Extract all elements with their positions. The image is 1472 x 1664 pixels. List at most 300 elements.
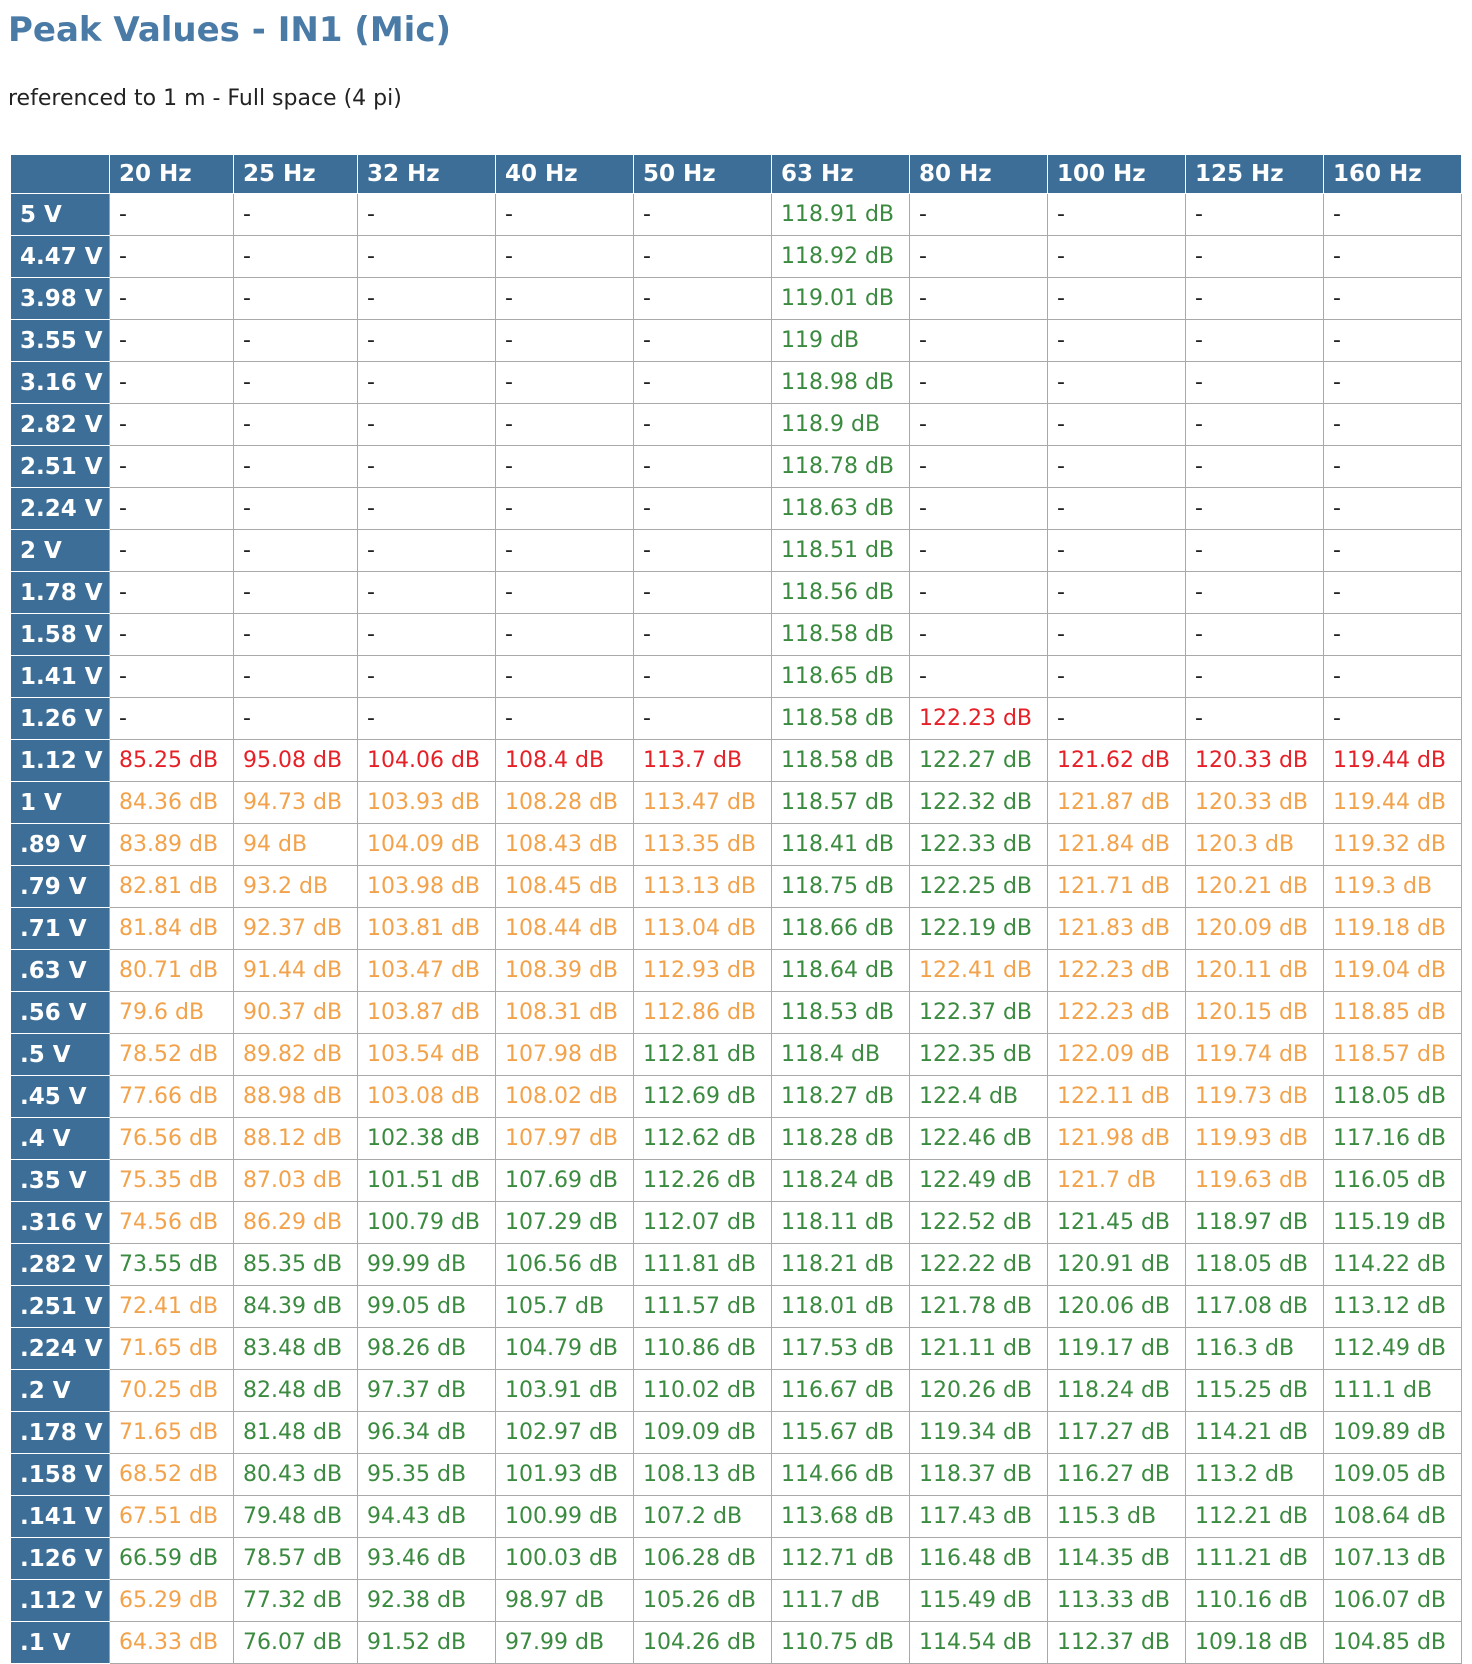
table-cell: - bbox=[1048, 488, 1186, 530]
table-cell: 80.71 dB bbox=[110, 950, 234, 992]
row-header: .79 V bbox=[11, 866, 110, 908]
table-cell: 108.44 dB bbox=[496, 908, 634, 950]
table-cell: 108.31 dB bbox=[496, 992, 634, 1034]
table-cell: - bbox=[910, 194, 1048, 236]
table-cell: 108.28 dB bbox=[496, 782, 634, 824]
table-cell: 99.99 dB bbox=[358, 1244, 496, 1286]
table-cell: - bbox=[634, 446, 772, 488]
table-cell: - bbox=[110, 446, 234, 488]
table-cell: - bbox=[496, 278, 634, 320]
table-cell: - bbox=[1186, 446, 1324, 488]
table-cell: 118.75 dB bbox=[772, 866, 910, 908]
table-cell: 100.99 dB bbox=[496, 1496, 634, 1538]
row-header: .4 V bbox=[11, 1118, 110, 1160]
table-cell: - bbox=[358, 530, 496, 572]
table-cell: 118.11 dB bbox=[772, 1202, 910, 1244]
table-cell: 65.29 dB bbox=[110, 1580, 234, 1622]
table-cell: - bbox=[1324, 488, 1462, 530]
table-cell: 108.43 dB bbox=[496, 824, 634, 866]
table-cell: - bbox=[234, 404, 358, 446]
table-cell: 122.35 dB bbox=[910, 1034, 1048, 1076]
table-cell: 117.27 dB bbox=[1048, 1412, 1186, 1454]
table-cell: 118.24 dB bbox=[772, 1160, 910, 1202]
table-cell: 120.26 dB bbox=[910, 1370, 1048, 1412]
column-header: 25 Hz bbox=[234, 155, 358, 194]
table-cell: 113.2 dB bbox=[1186, 1454, 1324, 1496]
table-cell: 111.21 dB bbox=[1186, 1538, 1324, 1580]
table-row bbox=[11, 1034, 1462, 1076]
table-cell: - bbox=[110, 656, 234, 698]
table-cell: 113.04 dB bbox=[634, 908, 772, 950]
table-cell: - bbox=[634, 614, 772, 656]
table-cell: 84.39 dB bbox=[234, 1286, 358, 1328]
column-header: 100 Hz bbox=[1048, 155, 1186, 194]
table-cell: 122.23 dB bbox=[1048, 992, 1186, 1034]
table-cell: 71.65 dB bbox=[110, 1412, 234, 1454]
table-cell: 108.64 dB bbox=[1324, 1496, 1462, 1538]
table-cell: - bbox=[1324, 362, 1462, 404]
table-cell: 103.93 dB bbox=[358, 782, 496, 824]
table-cell: - bbox=[634, 572, 772, 614]
table-cell: 76.56 dB bbox=[110, 1118, 234, 1160]
table-cell: 113.68 dB bbox=[772, 1496, 910, 1538]
table-cell: 76.07 dB bbox=[234, 1622, 358, 1664]
table-row bbox=[11, 1076, 1462, 1118]
table-cell: 113.12 dB bbox=[1324, 1286, 1462, 1328]
table-cell: 122.23 dB bbox=[1048, 950, 1186, 992]
table-cell: 82.81 dB bbox=[110, 866, 234, 908]
table-cell: - bbox=[634, 236, 772, 278]
table-row bbox=[11, 1202, 1462, 1244]
row-header: .35 V bbox=[11, 1160, 110, 1202]
table-cell: - bbox=[110, 698, 234, 740]
table-cell: 104.06 dB bbox=[358, 740, 496, 782]
table-row bbox=[11, 614, 1462, 656]
table-cell: - bbox=[234, 446, 358, 488]
table-cell: 118.57 dB bbox=[1324, 1034, 1462, 1076]
table-cell: - bbox=[1048, 362, 1186, 404]
table-cell: - bbox=[110, 488, 234, 530]
table-cell: 110.86 dB bbox=[634, 1328, 772, 1370]
table-cell: 121.84 dB bbox=[1048, 824, 1186, 866]
table-cell: 109.05 dB bbox=[1324, 1454, 1462, 1496]
table-cell: - bbox=[358, 278, 496, 320]
table-cell: - bbox=[496, 320, 634, 362]
table-cell: 122.32 dB bbox=[910, 782, 1048, 824]
table-cell: 120.06 dB bbox=[1048, 1286, 1186, 1328]
table-cell: 121.98 dB bbox=[1048, 1118, 1186, 1160]
table-row bbox=[11, 866, 1462, 908]
table-cell: 118.64 dB bbox=[772, 950, 910, 992]
table-cell: - bbox=[910, 320, 1048, 362]
table-cell: 118.05 dB bbox=[1324, 1076, 1462, 1118]
table-cell: 114.22 dB bbox=[1324, 1244, 1462, 1286]
table-cell: 118.27 dB bbox=[772, 1076, 910, 1118]
table-cell: 122.46 dB bbox=[910, 1118, 1048, 1160]
table-cell: 118.58 dB bbox=[772, 740, 910, 782]
table-cell: - bbox=[1048, 572, 1186, 614]
table-cell: 107.97 dB bbox=[496, 1118, 634, 1160]
row-header: .2 V bbox=[11, 1370, 110, 1412]
table-cell: 120.09 dB bbox=[1186, 908, 1324, 950]
table-cell: 103.87 dB bbox=[358, 992, 496, 1034]
table-cell: 118.65 dB bbox=[772, 656, 910, 698]
table-row bbox=[11, 446, 1462, 488]
corner-cell bbox=[11, 155, 110, 194]
table-cell: 118.85 dB bbox=[1324, 992, 1462, 1034]
table-cell: 68.52 dB bbox=[110, 1454, 234, 1496]
table-row bbox=[11, 908, 1462, 950]
table-cell: 108.13 dB bbox=[634, 1454, 772, 1496]
table-cell: 119.74 dB bbox=[1186, 1034, 1324, 1076]
table-cell: - bbox=[1048, 404, 1186, 446]
table-cell: 118.63 dB bbox=[772, 488, 910, 530]
table-row bbox=[11, 1580, 1462, 1622]
row-header: 1.78 V bbox=[11, 572, 110, 614]
column-header: 125 Hz bbox=[1186, 155, 1324, 194]
table-cell: 88.98 dB bbox=[234, 1076, 358, 1118]
table-cell: 112.93 dB bbox=[634, 950, 772, 992]
peak-values-table bbox=[10, 154, 1462, 1664]
column-header: 80 Hz bbox=[910, 155, 1048, 194]
table-cell: 108.45 dB bbox=[496, 866, 634, 908]
table-cell: 108.39 dB bbox=[496, 950, 634, 992]
row-header: .63 V bbox=[11, 950, 110, 992]
table-cell: - bbox=[634, 698, 772, 740]
table-cell: 122.27 dB bbox=[910, 740, 1048, 782]
table-cell: 118.01 dB bbox=[772, 1286, 910, 1328]
table-cell: 119.34 dB bbox=[910, 1412, 1048, 1454]
table-cell: - bbox=[234, 278, 358, 320]
table-cell: - bbox=[234, 698, 358, 740]
table-cell: - bbox=[1048, 278, 1186, 320]
table-cell: - bbox=[634, 404, 772, 446]
table-cell: 122.25 dB bbox=[910, 866, 1048, 908]
table-cell: 112.62 dB bbox=[634, 1118, 772, 1160]
table-cell: 107.2 dB bbox=[634, 1496, 772, 1538]
table-cell: 111.81 dB bbox=[634, 1244, 772, 1286]
row-header: .71 V bbox=[11, 908, 110, 950]
row-header: 3.98 V bbox=[11, 278, 110, 320]
row-header: .251 V bbox=[11, 1286, 110, 1328]
table-cell: - bbox=[910, 614, 1048, 656]
table-cell: 80.43 dB bbox=[234, 1454, 358, 1496]
table-cell: - bbox=[1324, 194, 1462, 236]
table-cell: 109.89 dB bbox=[1324, 1412, 1462, 1454]
table-cell: 103.54 dB bbox=[358, 1034, 496, 1076]
table-cell: 81.84 dB bbox=[110, 908, 234, 950]
table-cell: - bbox=[496, 488, 634, 530]
table-cell: 122.41 dB bbox=[910, 950, 1048, 992]
table-cell: 113.35 dB bbox=[634, 824, 772, 866]
table-cell: - bbox=[358, 194, 496, 236]
table-cell: 78.57 dB bbox=[234, 1538, 358, 1580]
table-cell: - bbox=[910, 236, 1048, 278]
table-cell: 90.37 dB bbox=[234, 992, 358, 1034]
table-cell: 95.35 dB bbox=[358, 1454, 496, 1496]
table-cell: 120.21 dB bbox=[1186, 866, 1324, 908]
table-cell: - bbox=[110, 194, 234, 236]
table-cell: 113.7 dB bbox=[634, 740, 772, 782]
table-cell: 106.28 dB bbox=[634, 1538, 772, 1580]
table-cell: 121.78 dB bbox=[910, 1286, 1048, 1328]
table-cell: 119.18 dB bbox=[1324, 908, 1462, 950]
table-cell: 119.44 dB bbox=[1324, 782, 1462, 824]
table-cell: 112.49 dB bbox=[1324, 1328, 1462, 1370]
table-cell: 118.24 dB bbox=[1048, 1370, 1186, 1412]
table-cell: 121.71 dB bbox=[1048, 866, 1186, 908]
table-cell: 116.27 dB bbox=[1048, 1454, 1186, 1496]
page-subtitle: referenced to 1 m - Full space (4 pi) bbox=[8, 86, 402, 111]
table-cell: 121.11 dB bbox=[910, 1328, 1048, 1370]
row-header: .1 V bbox=[11, 1622, 110, 1664]
table-cell: 117.43 dB bbox=[910, 1496, 1048, 1538]
column-header: 20 Hz bbox=[110, 155, 234, 194]
table-cell: - bbox=[234, 572, 358, 614]
table-cell: - bbox=[1186, 194, 1324, 236]
row-header: .126 V bbox=[11, 1538, 110, 1580]
table-cell: - bbox=[496, 194, 634, 236]
table-cell: - bbox=[1186, 404, 1324, 446]
table-cell: 122.49 dB bbox=[910, 1160, 1048, 1202]
table-cell: 119.01 dB bbox=[772, 278, 910, 320]
table-cell: 64.33 dB bbox=[110, 1622, 234, 1664]
table-cell: 91.52 dB bbox=[358, 1622, 496, 1664]
table-cell: 114.66 dB bbox=[772, 1454, 910, 1496]
table-cell: 121.83 dB bbox=[1048, 908, 1186, 950]
table-cell: 116.48 dB bbox=[910, 1538, 1048, 1580]
row-header: .282 V bbox=[11, 1244, 110, 1286]
table-cell: - bbox=[234, 194, 358, 236]
table-cell: 108.4 dB bbox=[496, 740, 634, 782]
table-cell: 109.09 dB bbox=[634, 1412, 772, 1454]
table-cell: - bbox=[110, 236, 234, 278]
table-cell: - bbox=[1048, 698, 1186, 740]
table-cell: 112.26 dB bbox=[634, 1160, 772, 1202]
table-cell: - bbox=[358, 446, 496, 488]
table-cell: 118.56 dB bbox=[772, 572, 910, 614]
table-cell: 106.07 dB bbox=[1324, 1580, 1462, 1622]
table-cell: 119.73 dB bbox=[1186, 1076, 1324, 1118]
table-cell: - bbox=[1324, 656, 1462, 698]
table-cell: - bbox=[358, 320, 496, 362]
table-cell: 122.52 dB bbox=[910, 1202, 1048, 1244]
table-row bbox=[11, 278, 1462, 320]
table-cell: 81.48 dB bbox=[234, 1412, 358, 1454]
table-cell: 119.04 dB bbox=[1324, 950, 1462, 992]
table-cell: - bbox=[496, 614, 634, 656]
table-cell: - bbox=[910, 656, 1048, 698]
table-cell: 103.47 dB bbox=[358, 950, 496, 992]
table-cell: 100.03 dB bbox=[496, 1538, 634, 1580]
table-cell: 102.38 dB bbox=[358, 1118, 496, 1160]
table-cell: 122.09 dB bbox=[1048, 1034, 1186, 1076]
table-cell: 119.17 dB bbox=[1048, 1328, 1186, 1370]
table-cell: 115.49 dB bbox=[910, 1580, 1048, 1622]
table-cell: - bbox=[634, 530, 772, 572]
table-cell: 110.02 dB bbox=[634, 1370, 772, 1412]
row-header: .56 V bbox=[11, 992, 110, 1034]
table-cell: 84.36 dB bbox=[110, 782, 234, 824]
table-cell: - bbox=[496, 446, 634, 488]
table-cell: - bbox=[358, 656, 496, 698]
table-cell: 73.55 dB bbox=[110, 1244, 234, 1286]
table-cell: 101.51 dB bbox=[358, 1160, 496, 1202]
table-row bbox=[11, 1370, 1462, 1412]
table-cell: - bbox=[234, 488, 358, 530]
table-row bbox=[11, 1496, 1462, 1538]
table-cell: 118.66 dB bbox=[772, 908, 910, 950]
table-cell: - bbox=[496, 572, 634, 614]
table-cell: 116.3 dB bbox=[1186, 1328, 1324, 1370]
column-header: 40 Hz bbox=[496, 155, 634, 194]
table-cell: 112.81 dB bbox=[634, 1034, 772, 1076]
table-cell: 83.89 dB bbox=[110, 824, 234, 866]
table-cell: - bbox=[1324, 530, 1462, 572]
table-cell: - bbox=[1048, 614, 1186, 656]
header-row bbox=[11, 155, 1462, 194]
table-cell: 122.22 dB bbox=[910, 1244, 1048, 1286]
table-cell: - bbox=[110, 614, 234, 656]
table-row bbox=[11, 572, 1462, 614]
table-cell: 94.43 dB bbox=[358, 1496, 496, 1538]
table-cell: 112.21 dB bbox=[1186, 1496, 1324, 1538]
table-cell: 112.86 dB bbox=[634, 992, 772, 1034]
table-row bbox=[11, 1118, 1462, 1160]
table-cell: 77.32 dB bbox=[234, 1580, 358, 1622]
table-cell: 71.65 dB bbox=[110, 1328, 234, 1370]
table-cell: - bbox=[1186, 572, 1324, 614]
table-cell: 120.15 dB bbox=[1186, 992, 1324, 1034]
table-cell: - bbox=[496, 404, 634, 446]
table-cell: 122.23 dB bbox=[910, 698, 1048, 740]
table-cell: - bbox=[358, 362, 496, 404]
table-cell: 118.58 dB bbox=[772, 614, 910, 656]
table-cell: - bbox=[1324, 404, 1462, 446]
table-row bbox=[11, 194, 1462, 236]
table-cell: 114.35 dB bbox=[1048, 1538, 1186, 1580]
table-cell: 101.93 dB bbox=[496, 1454, 634, 1496]
table-cell: 104.79 dB bbox=[496, 1328, 634, 1370]
table-row bbox=[11, 950, 1462, 992]
table-cell: - bbox=[634, 656, 772, 698]
table-cell: - bbox=[496, 656, 634, 698]
table-cell: - bbox=[1186, 362, 1324, 404]
row-header: .45 V bbox=[11, 1076, 110, 1118]
table-cell: 116.67 dB bbox=[772, 1370, 910, 1412]
table-cell: 109.18 dB bbox=[1186, 1622, 1324, 1664]
table-row bbox=[11, 404, 1462, 446]
table-cell: 118.91 dB bbox=[772, 194, 910, 236]
table-cell: 85.25 dB bbox=[110, 740, 234, 782]
table-cell: - bbox=[358, 614, 496, 656]
table-cell: - bbox=[1186, 278, 1324, 320]
table-row bbox=[11, 236, 1462, 278]
table-cell: 66.59 dB bbox=[110, 1538, 234, 1580]
table-cell: 119.3 dB bbox=[1324, 866, 1462, 908]
table-cell: - bbox=[110, 404, 234, 446]
table-cell: 103.81 dB bbox=[358, 908, 496, 950]
table-cell: - bbox=[496, 698, 634, 740]
table-cell: 120.11 dB bbox=[1186, 950, 1324, 992]
table-cell: 112.69 dB bbox=[634, 1076, 772, 1118]
row-header: .158 V bbox=[11, 1454, 110, 1496]
table-row bbox=[11, 362, 1462, 404]
table-cell: 120.33 dB bbox=[1186, 740, 1324, 782]
table-cell: 96.34 dB bbox=[358, 1412, 496, 1454]
table-cell: 118.92 dB bbox=[772, 236, 910, 278]
table-cell: - bbox=[1186, 698, 1324, 740]
table-cell: - bbox=[110, 362, 234, 404]
table-cell: 122.19 dB bbox=[910, 908, 1048, 950]
table-cell: 118.53 dB bbox=[772, 992, 910, 1034]
table-cell: 107.69 dB bbox=[496, 1160, 634, 1202]
table-cell: 83.48 dB bbox=[234, 1328, 358, 1370]
column-header: 32 Hz bbox=[358, 155, 496, 194]
table-cell: 119.63 dB bbox=[1186, 1160, 1324, 1202]
row-header: 2.51 V bbox=[11, 446, 110, 488]
table-cell: 87.03 dB bbox=[234, 1160, 358, 1202]
table-cell: 93.2 dB bbox=[234, 866, 358, 908]
table-cell: - bbox=[234, 362, 358, 404]
table-cell: 115.25 dB bbox=[1186, 1370, 1324, 1412]
table-cell: 113.47 dB bbox=[634, 782, 772, 824]
table-cell: - bbox=[1186, 614, 1324, 656]
row-header: 1 V bbox=[11, 782, 110, 824]
table-cell: - bbox=[496, 236, 634, 278]
row-header: .5 V bbox=[11, 1034, 110, 1076]
table-cell: 113.33 dB bbox=[1048, 1580, 1186, 1622]
table-cell: - bbox=[1324, 446, 1462, 488]
table-cell: 118.05 dB bbox=[1186, 1244, 1324, 1286]
row-header: 3.55 V bbox=[11, 320, 110, 362]
table-cell: 97.99 dB bbox=[496, 1622, 634, 1664]
table-cell: 122.33 dB bbox=[910, 824, 1048, 866]
table-cell: 122.11 dB bbox=[1048, 1076, 1186, 1118]
table-cell: - bbox=[1324, 572, 1462, 614]
table-cell: - bbox=[1186, 656, 1324, 698]
table-cell: - bbox=[910, 446, 1048, 488]
column-header: 50 Hz bbox=[634, 155, 772, 194]
table-cell: - bbox=[1048, 446, 1186, 488]
table-cell: 116.05 dB bbox=[1324, 1160, 1462, 1202]
table-cell: 121.62 dB bbox=[1048, 740, 1186, 782]
table-cell: - bbox=[496, 530, 634, 572]
table-cell: 74.56 dB bbox=[110, 1202, 234, 1244]
table-cell: - bbox=[358, 236, 496, 278]
table-cell: - bbox=[1324, 320, 1462, 362]
table-cell: 120.33 dB bbox=[1186, 782, 1324, 824]
row-header: 5 V bbox=[11, 194, 110, 236]
row-header: .141 V bbox=[11, 1496, 110, 1538]
table-cell: - bbox=[358, 572, 496, 614]
table-cell: 119 dB bbox=[772, 320, 910, 362]
table-cell: 112.71 dB bbox=[772, 1538, 910, 1580]
table-cell: 119.44 dB bbox=[1324, 740, 1462, 782]
table-cell: 111.7 dB bbox=[772, 1580, 910, 1622]
table-cell: 98.26 dB bbox=[358, 1328, 496, 1370]
table-cell: 107.29 dB bbox=[496, 1202, 634, 1244]
table-cell: - bbox=[1186, 236, 1324, 278]
table-cell: - bbox=[910, 488, 1048, 530]
table-cell: 117.53 dB bbox=[772, 1328, 910, 1370]
table-cell: - bbox=[234, 320, 358, 362]
table-cell: 120.91 dB bbox=[1048, 1244, 1186, 1286]
table-cell: 118.57 dB bbox=[772, 782, 910, 824]
table-cell: - bbox=[234, 530, 358, 572]
table-cell: - bbox=[910, 530, 1048, 572]
table-cell: 86.29 dB bbox=[234, 1202, 358, 1244]
